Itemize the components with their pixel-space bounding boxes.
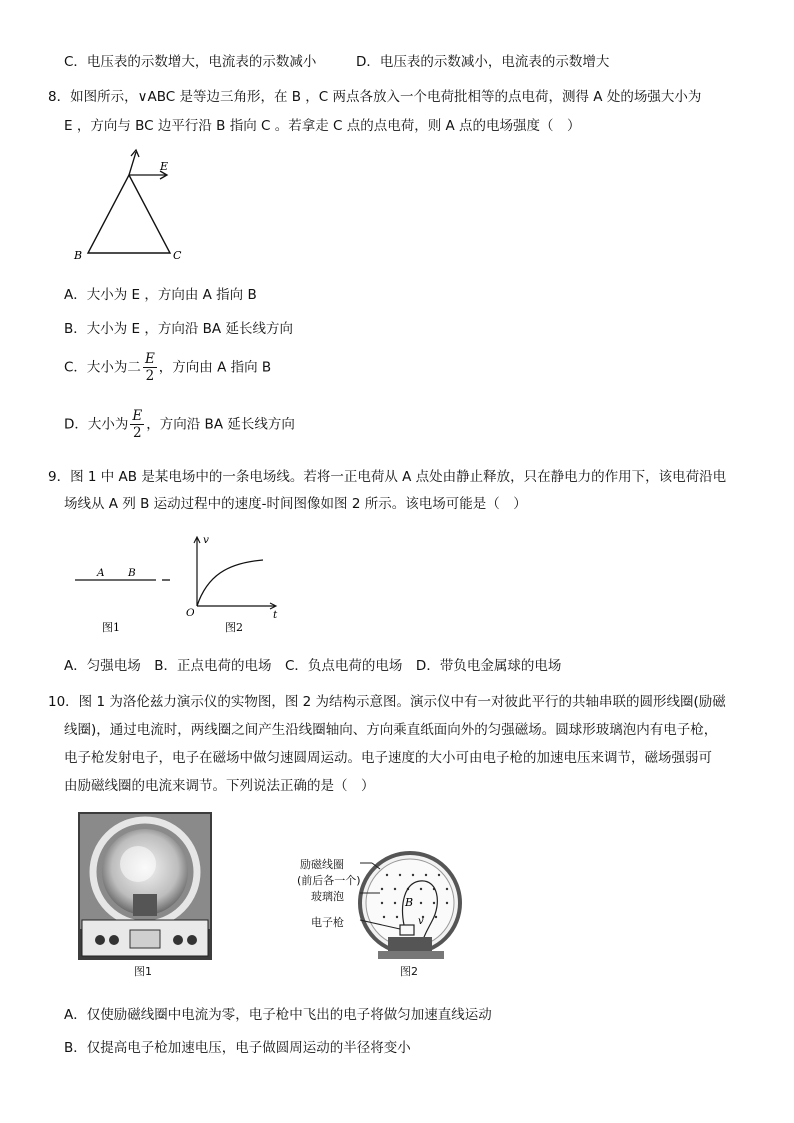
q8-option-c: [64, 351, 271, 384]
q8-option-d-prefix: D．大小为: [64, 416, 129, 433]
q7-option-d: D．电压表的示数减小，电流表的示数增大: [356, 54, 610, 70]
q10-fig2-caption: 图2: [400, 965, 418, 978]
q9-fig2-caption: 图2: [225, 621, 243, 634]
q8-option-d-fraction: [130, 408, 144, 441]
q9-fig2-label-t: t: [273, 609, 278, 621]
q7-option-c: C．电压表的示数增大，电流表的示数减小: [64, 54, 317, 70]
q9-stem-line1: 9．图 1 中 AB 是某电场中的一条电场线。若将一正电荷从 A 点处由静止释放，只在静电力的作用下，该电荷沿电: [48, 469, 727, 485]
q10-stem-line2: 线圈)，通过电流时，两线圈之间产生沿线圈轴向、方向乘直纸面向外的匀强磁场。圆球形玻璃泡内有电子枪，: [64, 722, 718, 738]
q9-fig1-label-b: B: [128, 567, 136, 579]
q9-options: A．匀强电场 B．正点电荷的电场 C．负点电荷的电场 D．带负电金属球的电场: [64, 658, 562, 674]
q9-stem-line2: 场线从 A 列 B 运动过程中的速度-时间图像如图 2 所示。该电场可能是（ ）: [64, 496, 527, 512]
q10-fig2-label-b: B: [405, 896, 414, 909]
q8-label-c: C: [173, 249, 182, 262]
q10-option-a: A．仅使励磁线圈中电流为零，电子枪中飞出的电子将做匀加速直线运动: [64, 1007, 492, 1023]
q8-label-e: E: [160, 160, 169, 173]
q10-stem-line3: 电子枪发射电子，电子在磁场中做匀速圆周运动。电子速度的大小可由电子枪的加速电压来调节，磁场强弱可: [64, 750, 712, 766]
q9-fig1-caption: 图1: [102, 621, 120, 634]
q8-stem-line1: 8．如图所示，∨ABC 是等边三角形，在 B ，C 两点各放入一个电荷批相等的点电荷，测得 A 处的场强大小为: [48, 89, 702, 105]
q10-stem-line1: 10．图 1 为洛伦兹力演示仪的实物图，图 2 为结构示意图。演示仪中有一对彼此平行的共轴串联的圆形线圈(励磁: [48, 694, 726, 710]
q8-stem-line2: E ，方向与 BC 边平行沿 B 指向 C 。若拿走 C 点的点电荷，则 A 点的电场强度（ ）: [64, 118, 581, 134]
q10-fig2-label-gun: 电子枪: [311, 916, 344, 929]
q10-figure1-photo: [78, 812, 212, 960]
q10-option-b: B．仅提高电子枪加速电压，电子做圆周运动的半径将变小: [64, 1040, 411, 1056]
q8-triangle-figure: [70, 143, 200, 268]
q8-option-d-numerator: E: [132, 408, 143, 424]
q8-option-c-fraction: [143, 351, 157, 384]
q8-option-d: [64, 408, 295, 441]
q9-figure2-velocity-time-graph: [183, 530, 283, 642]
q8-option-c-prefix: C．大小为二: [64, 359, 141, 376]
q10-fig2-label-coil-note: (前后各一个): [297, 874, 361, 887]
q8-option-c-suffix: ，方向由 A 指向 B: [158, 359, 272, 376]
q9-figure1-field-line: [70, 560, 180, 640]
q10-fig2-label-coil: 励磁线圈: [300, 858, 344, 871]
q8-option-d-denominator: 2: [133, 425, 142, 441]
q8-option-d-suffix: ，方向沿 BA 延长线方向: [146, 416, 295, 433]
q10-stem-line4: 由励磁线圈的电流来调节。下列说法正确的是（ ）: [64, 778, 375, 794]
q8-label-b: B: [74, 249, 83, 262]
q10-fig1-caption: 图1: [134, 965, 152, 978]
q8-option-b: B．大小为 E ，方向沿 BA 延长线方向: [64, 321, 293, 337]
q8-option-c-denominator: 2: [145, 368, 155, 384]
q9-fig2-label-o: O: [186, 607, 195, 619]
q8-option-a: A．大小为 E ，方向由 A 指向 B: [64, 287, 257, 303]
q8-option-c-numerator: E: [144, 351, 155, 367]
q9-fig2-label-v: v: [203, 534, 209, 546]
q9-fig1-label-a: A: [97, 567, 105, 579]
q10-fig2-label-v: v: [418, 916, 424, 927]
q10-fig2-label-bulb: 玻璃泡: [311, 890, 344, 903]
